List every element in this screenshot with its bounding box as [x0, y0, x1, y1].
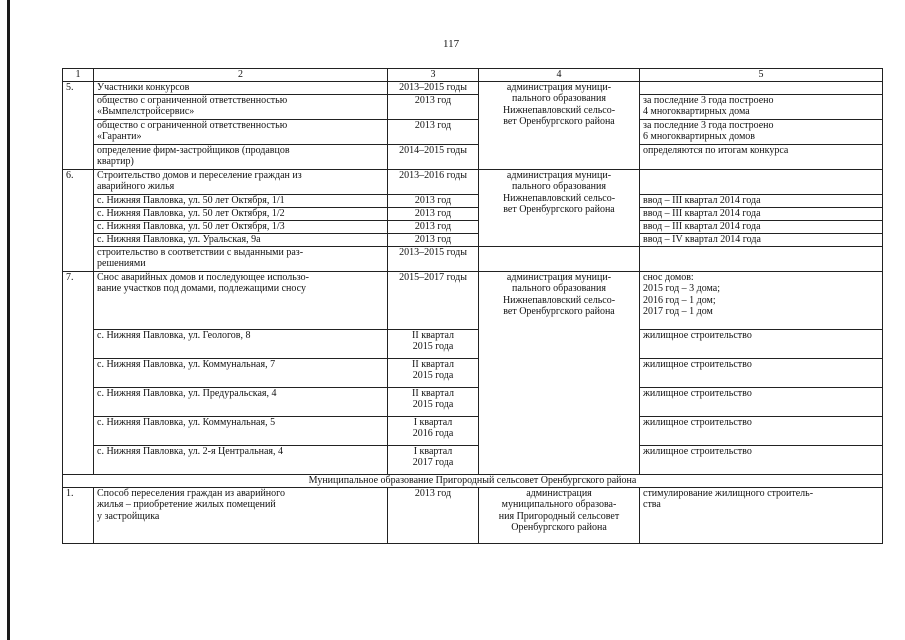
table-row: [63, 220, 883, 233]
row-period: II квартал 2015 года: [388, 358, 479, 387]
row-responsible: [479, 246, 640, 271]
row-result: жилищное строительство: [640, 358, 883, 387]
row-period: 2013 год: [388, 487, 479, 543]
row-responsible: администрация муниципального образова- ния Пригородный сельсовет Оренбургского района: [479, 487, 640, 543]
row-period: I квартал 2017 года: [388, 445, 479, 474]
row-description: общество с ограниченной ответственностью «Вымпелстройсервис»: [94, 94, 388, 119]
row-result: жилищное строительство: [640, 329, 883, 358]
row-result: жилищное строительство: [640, 387, 883, 416]
row-number: 5.: [63, 81, 94, 169]
row-period: 2013 год: [388, 94, 479, 119]
table-row: [63, 445, 883, 474]
row-period: II квартал 2015 года: [388, 329, 479, 358]
row-description: с. Нижняя Павловка, ул. Коммунальная, 7: [94, 358, 388, 387]
row-description: с. Нижняя Павловка, ул. 50 лет Октября, 1/3: [94, 220, 388, 233]
row-result: за последние 3 года построено 6 многоквартирных домов: [640, 119, 883, 144]
row-period: 2013–2015 годы: [388, 81, 479, 94]
table-row: [63, 81, 883, 94]
row-period: 2013 год: [388, 119, 479, 144]
row-title: Строительство домов и переселение граждан из аварийного жилья: [94, 169, 388, 194]
table-row: [63, 329, 883, 358]
row-description: строительство в соответствии с выданными раз- решениями: [94, 246, 388, 271]
section-title: Муниципальное образование Пригородный сельсовет Оренбургского района: [63, 474, 883, 487]
header-col-1: 1: [63, 69, 94, 82]
row-result: определяются по итогам конкурса: [640, 144, 883, 169]
row-number: 7.: [63, 271, 94, 474]
table-row: [63, 487, 883, 543]
row-period: 2013 год: [388, 194, 479, 207]
table-row: [63, 144, 883, 169]
row-description: общество с ограниченной ответственностью «Гаранти»: [94, 119, 388, 144]
row-title: Способ переселения граждан из аварийного жилья – приобретение жилых помещений у застройщика: [94, 487, 388, 543]
row-number: 6.: [63, 169, 94, 271]
table-row: [63, 246, 883, 271]
row-description: с. Нижняя Павловка, ул. 50 лет Октября, 1/1: [94, 194, 388, 207]
row-description: с. Нижняя Павловка, ул. Коммунальная, 5: [94, 416, 388, 445]
row-period: 2013 год: [388, 233, 479, 246]
row-responsible: администрация муници- пального образования Нижнепавловский сельсо- вет Оренбургского района: [479, 169, 640, 246]
row-result: [640, 81, 883, 94]
row-title: Снос аварийных домов и последующее использо- вание участков под домами, подлежащими сносу: [94, 271, 388, 329]
row-result: жилищное строительство: [640, 445, 883, 474]
row-result: жилищное строительство: [640, 416, 883, 445]
page-edge-bar: [7, 0, 10, 640]
table-row: [63, 94, 883, 119]
row-period: 2013–2015 годы: [388, 246, 479, 271]
table-row: [63, 119, 883, 144]
row-description: с. Нижняя Павловка, ул. Геологов, 8: [94, 329, 388, 358]
row-period: 2015–2017 годы: [388, 271, 479, 329]
table-row: [63, 358, 883, 387]
table-row: [63, 387, 883, 416]
header-col-2: 2: [94, 69, 388, 82]
row-period: 2013–2016 годы: [388, 169, 479, 194]
row-period: 2013 год: [388, 220, 479, 233]
row-period: 2014–2015 годы: [388, 144, 479, 169]
table-row: [63, 194, 883, 207]
row-result: снос домов: 2015 год – 3 дома; 2016 год – 1 дом; 2017 год – 1 дом: [640, 271, 883, 329]
row-result: ввод – III квартал 2014 года: [640, 207, 883, 220]
row-result: [640, 169, 883, 194]
row-description: с. Нижняя Павловка, ул. 50 лет Октября, 1/2: [94, 207, 388, 220]
row-responsible: администрация муници- пального образования Нижнепавловский сельсо- вет Оренбургского района: [479, 81, 640, 169]
table-row: [63, 416, 883, 445]
row-result: стимулирование жилищного строитель- ства: [640, 487, 883, 543]
row-description: с. Нижняя Павловка, ул. Предуральская, 4: [94, 387, 388, 416]
row-description: с. Нижняя Павловка, ул. Уральская, 9а: [94, 233, 388, 246]
row-result: [640, 246, 883, 271]
table-row: [63, 207, 883, 220]
header-col-3: 3: [388, 69, 479, 82]
table-header-row: [63, 69, 883, 82]
row-title: Участники конкурсов: [94, 81, 388, 94]
table-row: [63, 169, 883, 194]
row-result: ввод – III квартал 2014 года: [640, 220, 883, 233]
header-col-4: 4: [479, 69, 640, 82]
row-description: определение фирм-застройщиков (продавцов квартир): [94, 144, 388, 169]
header-col-5: 5: [640, 69, 883, 82]
section-row: [63, 474, 883, 487]
row-responsible: администрация муници- пального образования Нижнепавловский сельсо- вет Оренбургского района: [479, 271, 640, 474]
row-result: ввод – IV квартал 2014 года: [640, 233, 883, 246]
row-result: за последние 3 года построено 4 многоквартирных дома: [640, 94, 883, 119]
row-result: ввод – III квартал 2014 года: [640, 194, 883, 207]
row-period: 2013 год: [388, 207, 479, 220]
row-period: II квартал 2015 года: [388, 387, 479, 416]
row-period: I квартал 2016 года: [388, 416, 479, 445]
table-row: [63, 233, 883, 246]
program-table: [62, 68, 883, 544]
table-row: [63, 271, 883, 329]
row-description: с. Нижняя Павловка, ул. 2-я Центральная, 4: [94, 445, 388, 474]
page-number: 117: [443, 38, 460, 50]
row-number: 1.: [63, 487, 94, 543]
